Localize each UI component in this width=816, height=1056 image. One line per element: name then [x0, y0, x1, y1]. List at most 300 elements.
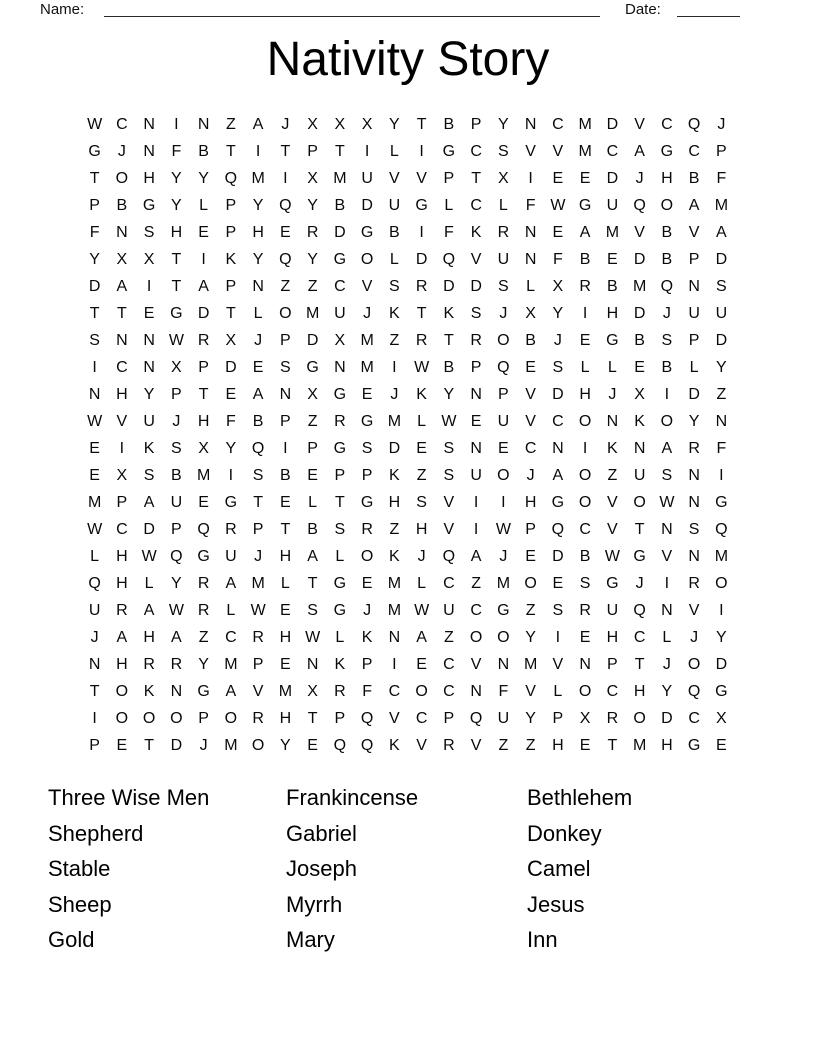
grid-letter: I — [92, 358, 97, 376]
grid-letter: Q — [497, 358, 510, 376]
grid-letter: R — [197, 574, 210, 592]
grid-letter: W — [250, 601, 266, 619]
grid-letter: X — [361, 115, 373, 133]
grid-letter: E — [361, 385, 373, 403]
grid-letter: W — [87, 412, 103, 430]
grid-letter: B — [198, 142, 209, 160]
grid-letter: R — [606, 709, 619, 727]
grid-letter: L — [144, 574, 154, 592]
grid-letter: D — [415, 250, 428, 268]
word-column — [48, 780, 209, 958]
grid-letter: O — [687, 655, 701, 673]
grid-letter: N — [143, 331, 155, 349]
grid-letter: O — [578, 412, 592, 430]
grid-letter: I — [582, 439, 588, 457]
grid-letter: Y — [89, 250, 100, 268]
grid-letter: K — [470, 223, 482, 241]
grid-letter: K — [143, 439, 155, 457]
grid-letter: H — [388, 493, 401, 511]
grid-letter: G — [333, 601, 347, 619]
grid-letter: W — [495, 520, 511, 538]
grid-letter: Q — [715, 520, 728, 538]
grid-letter: T — [89, 169, 100, 187]
grid-letter: X — [334, 115, 346, 133]
grid-letter: S — [389, 277, 400, 295]
grid-letter: Y — [143, 385, 155, 403]
grid-letter: U — [497, 412, 510, 430]
word-list-item: Joseph — [286, 856, 357, 882]
grid-letter: Q — [687, 682, 701, 700]
grid-letter: J — [172, 412, 181, 430]
grid-letter: N — [688, 277, 700, 295]
grid-letter: M — [387, 601, 402, 619]
grid-letter: L — [526, 277, 536, 295]
grid-letter: Q — [279, 250, 292, 268]
date-blank-line — [677, 16, 740, 17]
grid-letter: A — [307, 547, 318, 565]
grid-letter: X — [525, 304, 536, 322]
grid-letter: T — [334, 493, 345, 511]
grid-letter: E — [116, 736, 128, 754]
grid-letter: D — [143, 520, 155, 538]
grid-letter: S — [143, 466, 155, 484]
grid-letter: C — [388, 682, 401, 700]
grid-letter: B — [443, 358, 455, 376]
grid-letter: C — [470, 196, 482, 214]
grid-letter: V — [416, 736, 427, 754]
grid-letter: Z — [471, 574, 482, 592]
grid-letter: N — [334, 358, 346, 376]
grid-letter: X — [307, 385, 318, 403]
grid-letter: Z — [389, 520, 400, 538]
grid-letter: Q — [170, 547, 183, 565]
grid-letter: H — [579, 385, 591, 403]
grid-letter: P — [688, 250, 700, 268]
grid-letter: M — [632, 736, 647, 754]
grid-letter: D — [388, 439, 401, 457]
grid-letter: A — [661, 439, 673, 457]
grid-letter: U — [715, 304, 728, 322]
grid-letter: C — [579, 520, 591, 538]
grid-letter: A — [716, 223, 727, 241]
grid-letter: N — [170, 682, 183, 700]
grid-letter: I — [664, 385, 670, 403]
grid-letter: M — [714, 196, 729, 214]
grid-letter: W — [441, 412, 457, 430]
grid-letter: X — [143, 250, 155, 268]
grid-letter: V — [688, 223, 700, 241]
grid-letter: S — [661, 466, 673, 484]
grid-letter: J — [662, 655, 671, 673]
grid-letter: H — [116, 547, 128, 565]
grid-letter: A — [252, 115, 264, 133]
grid-letter: I — [582, 304, 588, 322]
grid-letter: P — [443, 709, 455, 727]
grid-letter: A — [416, 628, 427, 646]
grid-letter: N — [143, 358, 155, 376]
grid-letter: W — [141, 547, 157, 565]
grid-letter: N — [470, 682, 482, 700]
grid-letter: H — [116, 385, 128, 403]
grid-letter: E — [280, 601, 291, 619]
grid-letter: C — [415, 709, 428, 727]
grid-letter: G — [333, 250, 347, 268]
grid-letter: Q — [442, 250, 456, 268]
grid-letter: V — [470, 736, 482, 754]
grid-letter: W — [414, 601, 430, 619]
grid-letter: S — [498, 142, 509, 160]
grid-letter: J — [254, 331, 263, 349]
grid-letter: F — [552, 250, 563, 268]
grid-letter: E — [579, 628, 591, 646]
grid-letter: J — [662, 304, 671, 322]
grid-letter: Q — [633, 601, 646, 619]
grid-letter: P — [225, 223, 237, 241]
grid-letter: T — [307, 574, 318, 592]
grid-letter: E — [416, 655, 427, 673]
grid-letter: X — [716, 709, 727, 727]
grid-letter: J — [254, 547, 263, 565]
grid-letter: T — [253, 493, 264, 511]
grid-letter: L — [498, 196, 508, 214]
grid-letter: I — [392, 358, 397, 376]
grid-letter: L — [280, 574, 290, 592]
grid-letter: N — [661, 601, 673, 619]
grid-letter: V — [361, 277, 373, 295]
grid-letter: P — [171, 520, 182, 538]
grid-letter: A — [634, 142, 645, 160]
grid-letter: G — [333, 439, 347, 457]
grid-letter: B — [334, 196, 346, 214]
grid-letter: W — [87, 520, 103, 538]
grid-letter: W — [305, 628, 321, 646]
word-list-item: Gold — [48, 927, 95, 953]
grid-letter: G — [197, 682, 210, 700]
grid-letter: N — [552, 439, 564, 457]
grid-letter: V — [525, 412, 536, 430]
grid-letter: E — [143, 304, 155, 322]
grid-letter: I — [473, 493, 479, 511]
grid-letter: X — [171, 358, 182, 376]
grid-letter: E — [579, 736, 591, 754]
grid-letter: O — [115, 682, 129, 700]
grid-letter: P — [225, 196, 237, 214]
grid-letter: A — [579, 223, 591, 241]
grid-letter: Y — [171, 196, 182, 214]
grid-letter: K — [143, 682, 155, 700]
grid-letter: J — [608, 385, 617, 403]
grid-letter: V — [607, 493, 618, 511]
grid-letter: I — [364, 142, 370, 160]
grid-letter: P — [552, 709, 564, 727]
grid-letter: P — [470, 115, 482, 133]
grid-letter: L — [226, 601, 236, 619]
grid-letter: P — [252, 655, 264, 673]
grid-letter: E — [607, 250, 618, 268]
grid-letter: L — [389, 250, 399, 268]
grid-letter: X — [198, 439, 209, 457]
grid-letter: R — [252, 709, 264, 727]
grid-letter: I — [283, 169, 288, 187]
grid-letter: E — [579, 331, 591, 349]
grid-letter: U — [606, 196, 619, 214]
grid-letter: D — [688, 385, 700, 403]
grid-letter: M — [360, 331, 374, 349]
grid-letter: U — [497, 709, 510, 727]
grid-letter: L — [199, 196, 209, 214]
grid-letter: H — [524, 493, 537, 511]
grid-letter: Y — [307, 196, 318, 214]
grid-letter: N — [688, 466, 700, 484]
grid-letter: G — [715, 682, 728, 700]
grid-letter: G — [606, 331, 619, 349]
name-label: Name: — [40, 1, 85, 18]
grid-letter: C — [116, 115, 128, 133]
grid-letter: D — [170, 736, 183, 754]
grid-letter: C — [524, 439, 537, 457]
grid-letter: B — [443, 115, 455, 133]
grid-letter: Y — [225, 439, 237, 457]
grid-letter: Q — [551, 520, 565, 538]
grid-letter: I — [283, 439, 288, 457]
grid-letter: V — [552, 142, 564, 160]
grid-letter: Z — [498, 736, 509, 754]
word-list-item: Gabriel — [286, 820, 357, 846]
grid-letter: W — [550, 196, 566, 214]
grid-letter: N — [306, 655, 319, 673]
grid-letter: N — [661, 520, 673, 538]
grid-letter: N — [88, 385, 101, 403]
grid-letter: N — [116, 331, 128, 349]
grid-letter: N — [470, 439, 482, 457]
grid-letter: N — [497, 655, 510, 673]
grid-letter: R — [225, 520, 237, 538]
grid-letter: Y — [252, 196, 264, 214]
grid-letter: T — [634, 520, 645, 538]
grid-letter: Z — [607, 466, 618, 484]
grid-letter: L — [607, 358, 617, 376]
grid-letter: O — [633, 493, 646, 511]
grid-letter: T — [171, 277, 182, 295]
grid-letter: K — [607, 439, 618, 457]
grid-letter: E — [280, 493, 291, 511]
grid-letter: P — [89, 736, 100, 754]
grid-letter: E — [552, 223, 564, 241]
grid-letter: N — [88, 655, 101, 673]
grid-letter: T — [334, 142, 345, 160]
grid-letter: E — [525, 547, 536, 565]
grid-letter: M — [305, 304, 320, 322]
grid-letter: B — [579, 547, 591, 565]
grid-letter: K — [634, 412, 645, 430]
grid-letter: N — [688, 547, 700, 565]
grid-letter: N — [688, 493, 700, 511]
grid-letter: Z — [198, 628, 209, 646]
word-list-item: Camel — [527, 856, 591, 882]
grid-letter: G — [197, 547, 210, 565]
grid-letter: J — [417, 547, 426, 565]
grid-letter: F — [89, 223, 100, 241]
grid-letter: T — [443, 331, 454, 349]
grid-letter: B — [579, 250, 591, 268]
grid-letter: J — [553, 331, 562, 349]
grid-letter: X — [307, 682, 318, 700]
grid-letter: F — [525, 196, 536, 214]
grid-letter: G — [715, 493, 728, 511]
grid-letter: V — [607, 520, 618, 538]
grid-letter: G — [415, 196, 428, 214]
grid-letter: H — [116, 574, 128, 592]
grid-letter: T — [416, 115, 427, 133]
grid-letter: O — [633, 709, 646, 727]
grid-letter: S — [280, 358, 291, 376]
grid-letter: E — [552, 574, 564, 592]
grid-letter: F — [716, 439, 727, 457]
grid-letter: G — [442, 142, 456, 160]
grid-letter: E — [252, 358, 264, 376]
grid-letter: P — [334, 709, 346, 727]
grid-letter: U — [361, 169, 373, 187]
grid-letter: G — [360, 493, 374, 511]
grid-letter: K — [334, 655, 346, 673]
grid-letter: C — [116, 520, 128, 538]
word-column — [286, 780, 418, 958]
grid-letter: S — [307, 601, 318, 619]
grid-letter: M — [714, 547, 729, 565]
grid-letter: K — [225, 250, 237, 268]
grid-letter: F — [443, 223, 454, 241]
grid-letter: J — [635, 574, 644, 592]
word-list — [0, 780, 816, 980]
grid-letter: R — [497, 223, 510, 241]
grid-letter: L — [444, 196, 454, 214]
grid-letter: P — [334, 466, 346, 484]
grid-letter: Z — [225, 115, 236, 133]
grid-letter: U — [88, 601, 101, 619]
grid-letter: J — [363, 304, 372, 322]
grid-letter: M — [333, 169, 347, 187]
grid-letter: E — [198, 493, 209, 511]
word-list-item: Stable — [48, 856, 111, 882]
grid-letter: N — [633, 439, 646, 457]
grid-letter: Y — [307, 250, 318, 268]
grid-letter: Q — [442, 547, 456, 565]
grid-letter: F — [225, 412, 236, 430]
grid-letter: J — [363, 601, 372, 619]
grid-letter: Y — [389, 115, 400, 133]
grid-letter: D — [88, 277, 101, 295]
grid-letter: O — [578, 682, 592, 700]
grid-letter: E — [579, 169, 591, 187]
grid-letter: D — [552, 547, 564, 565]
grid-letter: U — [334, 304, 346, 322]
grid-letter: P — [280, 331, 291, 349]
grid-letter: M — [196, 466, 211, 484]
grid-letter: C — [552, 412, 564, 430]
grid-letter: J — [390, 385, 399, 403]
grid-letter: V — [470, 250, 482, 268]
grid-letter: O — [115, 169, 129, 187]
grid-letter: D — [197, 304, 210, 322]
word-list-item: Jesus — [527, 891, 585, 917]
grid-letter: R — [334, 682, 346, 700]
grid-letter: L — [417, 574, 427, 592]
grid-letter: J — [526, 466, 535, 484]
grid-letter: Y — [198, 655, 209, 673]
grid-letter: R — [170, 655, 183, 673]
grid-letter: Q — [197, 520, 210, 538]
grid-letter: R — [415, 331, 428, 349]
grid-letter: C — [633, 628, 646, 646]
grid-letter: B — [252, 412, 264, 430]
grid-letter: O — [497, 466, 510, 484]
letter-grid — [81, 111, 735, 759]
grid-letter: O — [578, 493, 592, 511]
grid-letter: X — [579, 709, 591, 727]
grid-letter: R — [361, 520, 373, 538]
grid-letter: V — [634, 223, 645, 241]
grid-letter: P — [198, 358, 209, 376]
word-list-item: Myrrh — [286, 891, 343, 917]
grid-letter: C — [443, 655, 455, 673]
grid-letter: T — [634, 655, 645, 673]
grid-letter: P — [171, 385, 182, 403]
grid-letter: R — [579, 277, 591, 295]
grid-letter: T — [416, 304, 427, 322]
grid-letter: L — [580, 358, 590, 376]
grid-letter: E — [634, 358, 645, 376]
grid-letter: J — [499, 304, 508, 322]
grid-letter: H — [116, 655, 128, 673]
grid-letter: X — [225, 331, 237, 349]
grid-letter: I — [174, 115, 179, 133]
grid-letter: V — [389, 709, 400, 727]
grid-letter: J — [90, 628, 99, 646]
grid-letter: Z — [280, 277, 291, 295]
grid-letter: R — [443, 736, 455, 754]
grid-letter: D — [306, 331, 319, 349]
grid-letter: B — [116, 196, 128, 214]
word-list-item: Sheep — [48, 891, 112, 917]
grid-letter: M — [578, 142, 592, 160]
grid-letter: T — [89, 682, 100, 700]
grid-letter: C — [606, 142, 619, 160]
grid-letter: V — [661, 547, 673, 565]
grid-letter: G — [170, 304, 183, 322]
grid-letter: C — [334, 277, 346, 295]
grid-letter: P — [116, 493, 128, 511]
grid-letter: Q — [333, 736, 347, 754]
grid-letter: D — [225, 358, 237, 376]
grid-letter: C — [688, 142, 700, 160]
grid-letter: I — [719, 466, 724, 484]
grid-letter: V — [525, 385, 536, 403]
grid-letter: W — [659, 493, 675, 511]
grid-letter: K — [443, 304, 455, 322]
grid-letter: Y — [525, 709, 536, 727]
grid-letter: E — [89, 466, 100, 484]
word-list-item: Shepherd — [48, 820, 144, 846]
grid-letter: I — [664, 574, 670, 592]
grid-letter: O — [660, 412, 674, 430]
grid-letter: N — [470, 385, 482, 403]
word-list-item: Inn — [527, 927, 558, 953]
grid-letter: C — [116, 358, 128, 376]
grid-letter: A — [252, 385, 264, 403]
grid-letter: S — [688, 520, 700, 538]
grid-letter: G — [224, 493, 238, 511]
grid-letter: O — [715, 574, 728, 592]
